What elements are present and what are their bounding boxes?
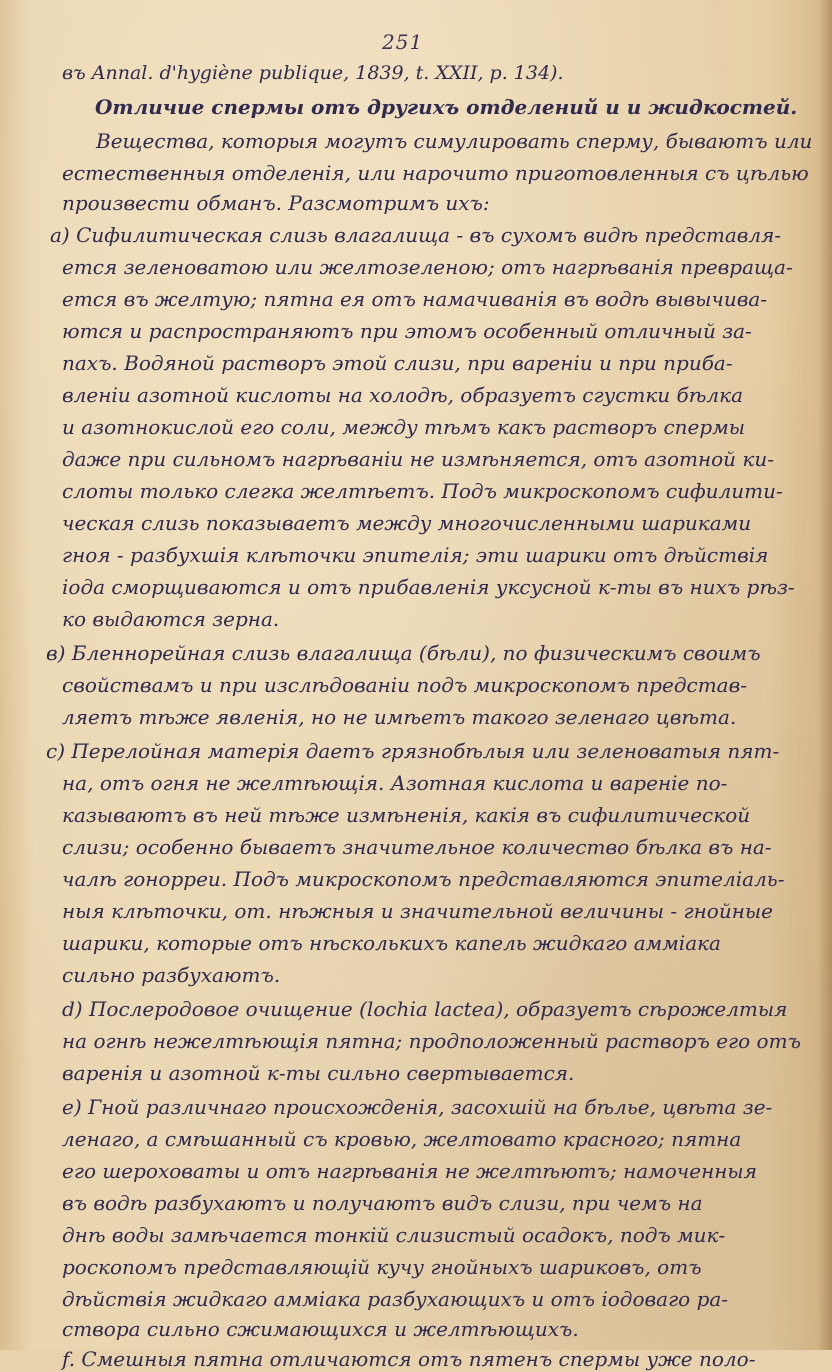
text-line: варенія и азотной к-ты сильно свертывается. (62, 1061, 575, 1085)
text-line: сильно разбухаютъ. (62, 963, 281, 987)
text-line: створа сильно сжимающихся и желтѣющихъ. (62, 1317, 579, 1341)
text-line: шарики, которые отъ нѣсколькихъ капель жидкаго аммiака (62, 931, 721, 955)
text-line: даже при сильномъ нагрѣваніи не измѣняется, отъ азотной ки- (62, 447, 774, 471)
text-line: въ водѣ разбухаютъ и получаютъ видъ слизи, при чемъ на (62, 1191, 703, 1215)
text-line: на, отъ огня не желтѣющія. Азотная кислота и вареніе по- (62, 771, 728, 795)
text-line: на огнѣ нежелтѣющія пятна; продположенный растворъ его отъ (62, 1029, 801, 1053)
text-line: чалѣ гонорреи. Подъ микроскопомъ представляются эпителіаль- (62, 867, 785, 891)
text-line: вленіи азотной кислоты на холодѣ, образуетъ сгустки бѣлка (62, 383, 743, 407)
text-line: свойствамъ и при изслѣдованіи подъ микроскопомъ представ- (62, 673, 747, 697)
text-line: естественныя отделенія, или нарочито приготовленныя съ цѣлью (62, 161, 809, 185)
text-line: и азотнокислой его соли, между тѣмъ какъ растворъ спермы (62, 415, 746, 439)
text-line: роскопомъ представляющій кучу гнойныхъ шариковъ, отъ (62, 1255, 702, 1279)
text-line: ется въ желтую; пятна ея отъ намачиванія въ водѣ вывычива- (62, 287, 768, 311)
text-line: его шероховаты и отъ нагрѣванія не желтѣютъ; намоченныя (62, 1159, 757, 1183)
text-line: f. Смешныя пятна отличаются отъ пятенъ спермы уже поло- (62, 1347, 756, 1371)
text-line: слизи; особенно бываетъ значительное количество бѣлка въ на- (62, 835, 772, 859)
text-line: ческая слизь показываетъ между многочисленными шариками (62, 511, 752, 535)
page-number: 251 (382, 30, 424, 54)
text-line: ляетъ тѣже явленія, но не имѣетъ такого зеленаго цвѣта. (62, 705, 737, 729)
text-line: произвести обманъ. Разсмотримъ ихъ: (62, 191, 490, 215)
text-line: ются и распространяютъ при этомъ особенный отличный за- (62, 319, 752, 343)
text-line: въ Annal. d'hygiène publique, 1839, t. XXII, p. 134). (62, 62, 564, 84)
text-line: іода сморщиваются и отъ прибавленія уксусной к-ты въ нихъ рѣз- (62, 575, 795, 599)
text-line: в) Бленнорейная слизь влагалища (бѣли), по физическимъ своимъ (46, 641, 761, 665)
page-edge-shadow (818, 0, 832, 1350)
text-line: днѣ воды замѣчается тонкій слизистый осадокъ, подъ мик- (62, 1223, 726, 1247)
section-heading: Отличие спермы отъ другихъ отделений и и жидкостей. (95, 95, 798, 119)
text-line: Вещества, которыя могутъ симулировать сперму, бываютъ или (96, 129, 813, 153)
text-line: ленаго, а смѣшанный съ кровью, желтовато красного; пятна (62, 1127, 742, 1151)
text-line: ныя клѣточки, от. нѣжныя и значительной величины - гнойные (62, 899, 774, 923)
text-line: казываютъ въ ней тѣже измѣненія, какія въ сифилитической (62, 803, 751, 827)
text-line: c) Перелойная матерія даетъ грязнобѣлыя или зеленоватыя пят- (46, 739, 780, 763)
text-line: пахъ. Водяной растворъ этой слизи, при вареніи и при приба- (62, 351, 733, 375)
text-line: гноя - разбухшія клѣточки эпителія; эти шарики отъ дѣйствія (62, 543, 769, 567)
text-line: ется зеленоватою или желтозеленою; отъ нагрѣванія превраща- (62, 255, 793, 279)
text-line: a) Сифилитическая слизь влагалища - въ сухомъ видѣ представля- (50, 223, 782, 247)
text-line: d) Послеродовое очищение (lochia lactea), образуетъ сѣрожелтыя (62, 997, 788, 1021)
text-line: дѣйствія жидкаго аммiака разбухающихъ и отъ іодоваго ра- (62, 1287, 729, 1311)
text-line: ко выдаются зерна. (62, 607, 280, 631)
text-line: e) Гной различнаго происхожденія, засохшiй на бѣлье, цвѣта зе- (62, 1095, 773, 1119)
text-line: слоты только слегка желтѣетъ. Подъ микроскопомъ сифилити- (62, 479, 783, 503)
